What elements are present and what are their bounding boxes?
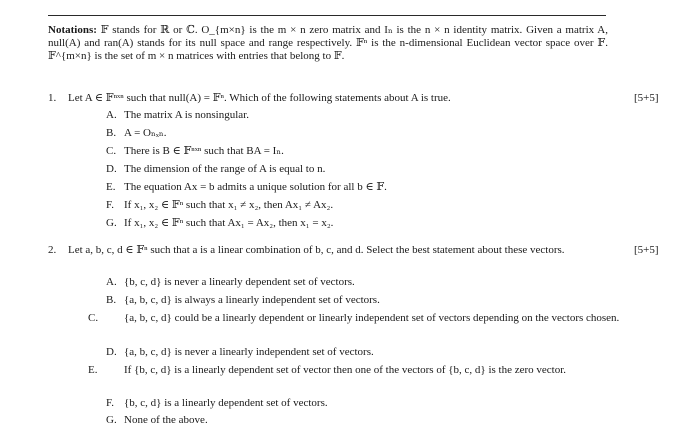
question-number: 2. bbox=[48, 244, 57, 256]
notations-text: 𝔽 stands for ℝ or ℂ. O_{m×n} is the m × n zero matrix and Iₙ is the n × n identity matrix. Given a matrix A, null(A) and ran(A) stands for its null space and range respectively. 𝔽ⁿ is the n-dimensional Euclidean vector space over 𝔽. 𝔽^{m×n} is the set of m × n matrices with entries that belong to 𝔽. bbox=[48, 24, 609, 62]
option-1b[interactable] bbox=[106, 127, 606, 140]
question-number: 1. bbox=[48, 92, 57, 104]
option-label: C. bbox=[88, 312, 99, 324]
option-1a[interactable] bbox=[106, 109, 606, 122]
option-label: E. bbox=[88, 364, 98, 376]
option-2e[interactable] bbox=[88, 364, 624, 377]
option-1d[interactable] bbox=[106, 163, 606, 176]
option-text: {a, b, c, d} could be a linearly dependent or linearly independent set of vectors depending on the vectors chosen. bbox=[124, 312, 620, 324]
option-text: The equation Ax = b admits a unique solution for all b ∈ 𝔽. bbox=[124, 181, 387, 193]
option-1e[interactable] bbox=[106, 181, 606, 194]
option-text: If x₁, x₂ ∈ 𝔽ⁿ such that Ax₁ = Ax₂, then x₁ = x₂. bbox=[124, 217, 334, 229]
option-label: B. bbox=[106, 294, 117, 306]
option-label: E. bbox=[106, 181, 116, 193]
option-label: F. bbox=[106, 397, 114, 409]
option-1f[interactable] bbox=[106, 199, 606, 212]
option-label: A. bbox=[106, 276, 117, 288]
option-1c[interactable] bbox=[106, 145, 606, 158]
option-text: The matrix A is nonsingular. bbox=[124, 109, 249, 121]
option-2b[interactable] bbox=[106, 294, 606, 307]
option-label: D. bbox=[106, 163, 117, 175]
option-label: G. bbox=[106, 217, 117, 229]
option-text: If x₁, x₂ ∈ 𝔽ⁿ such that x₁ ≠ x₂, then Ax₁ ≠ Ax₂. bbox=[124, 199, 334, 211]
option-2g[interactable] bbox=[106, 414, 606, 427]
option-label: D. bbox=[106, 346, 117, 358]
option-label: F. bbox=[106, 199, 114, 211]
question-text: Let A ∈ 𝔽ⁿˣⁿ such that null(A) = 𝔽ⁿ. Which of the following statements about A is true. bbox=[68, 92, 451, 104]
option-text: The dimension of the range of A is equal to n. bbox=[124, 163, 326, 175]
option-2c[interactable] bbox=[88, 312, 624, 325]
option-label: B. bbox=[106, 127, 117, 139]
option-text: None of the above. bbox=[124, 414, 208, 426]
notations-paragraph bbox=[48, 24, 608, 63]
option-text: {b, c, d} is a linearly dependent set of vectors. bbox=[124, 397, 328, 409]
option-text: {a, b, c, d} is never a linearly independent set of vectors. bbox=[124, 346, 374, 358]
option-2f[interactable] bbox=[106, 397, 606, 410]
option-text: {b, c, d} is never a linearly dependent set of vectors. bbox=[124, 276, 355, 288]
top-rule bbox=[48, 15, 606, 16]
option-text: There is B ∈ 𝔽ⁿˣⁿ such that BA = Iₙ. bbox=[124, 145, 284, 157]
notations-label: Notations: bbox=[48, 24, 97, 36]
option-2a[interactable] bbox=[106, 276, 606, 289]
option-1g[interactable] bbox=[106, 217, 606, 230]
question-marks: [5+5] bbox=[634, 92, 659, 104]
question-marks: [5+5] bbox=[634, 244, 659, 256]
option-text: A = Oₙₓₙ. bbox=[124, 127, 167, 139]
option-label: C. bbox=[106, 145, 117, 157]
option-label: G. bbox=[106, 414, 117, 426]
option-text: If {b, c, d} is a linearly dependent set of vector then one of the vectors of {b, c, d} is the zero vector. bbox=[124, 364, 567, 376]
option-label: A. bbox=[106, 109, 117, 121]
question-2 bbox=[48, 244, 608, 272]
question-text: Let a, b, c, d ∈ 𝔽ⁿ such that a is a linear combination of b, c, and d. Select the best statement about these vectors. bbox=[68, 244, 565, 256]
option-text: {a, b, c, d} is always a linearly independent set of vectors. bbox=[124, 294, 380, 306]
option-2d[interactable] bbox=[106, 346, 606, 359]
